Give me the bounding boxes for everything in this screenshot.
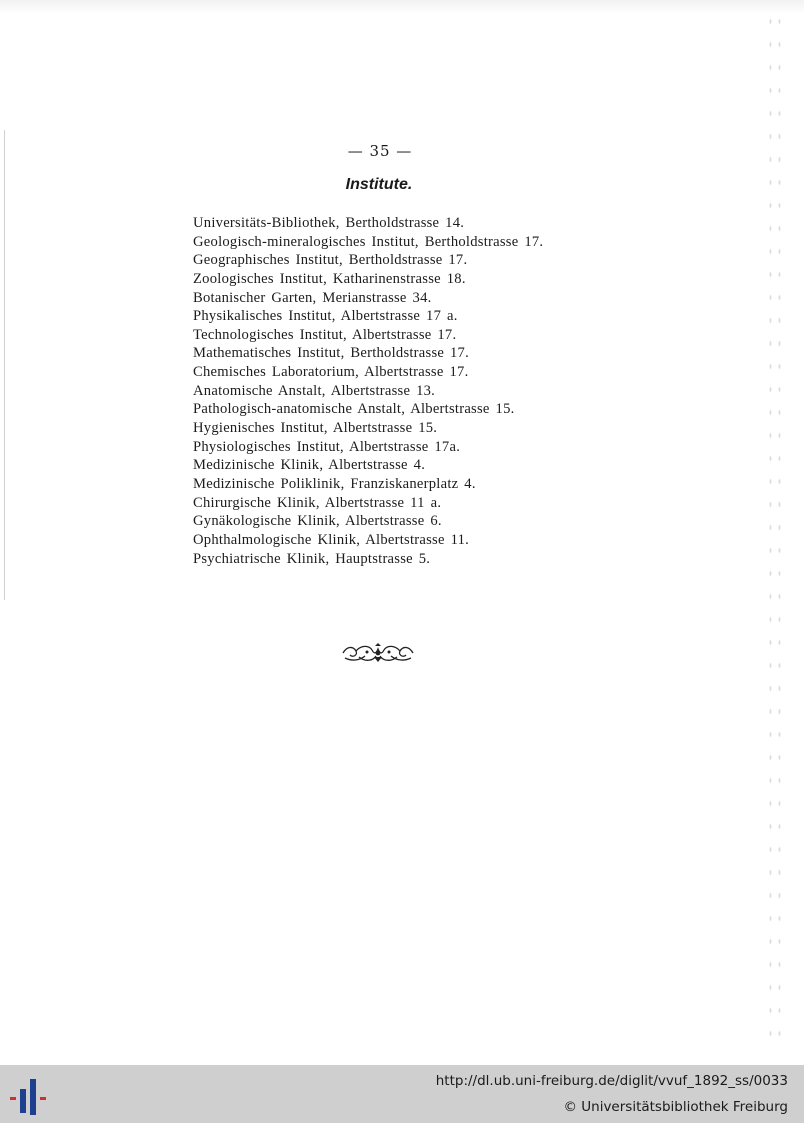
list-item: Gynäkologische Klinik, Albertstrasse 6.: [193, 513, 442, 530]
institute-list: [193, 214, 543, 568]
footer-url: http://dl.ub.uni-freiburg.de/diglit/vvuf_1892_ss/0033: [435, 1073, 788, 1089]
list-item: Universitäts-Bibliothek, Bertholdstrasse 14.: [193, 215, 465, 231]
footer-bar: [0, 1065, 804, 1123]
ub-freiburg-logo-icon: [8, 1075, 52, 1117]
list-item: Hygienisches Institut, Albertstrasse 15.: [193, 420, 438, 437]
list-item: Zoologisches Institut, Katharinenstrasse 18.: [193, 270, 466, 287]
list-item: Technologisches Institut, Albertstrasse 17.: [193, 326, 457, 343]
list-item: Anatomische Anstalt, Albertstrasse 13.: [193, 382, 436, 399]
ornament-icon: [341, 642, 415, 664]
footer-copyright: © Universitätsbibliothek Freiburg: [563, 1099, 788, 1115]
list-item: Chirurgische Klinik, Albertstrasse 11 a.: [193, 494, 442, 511]
list-item: Botanischer Garten, Merianstrasse 34.: [193, 289, 432, 306]
list-item: Psychiatrische Klinik, Hauptstrasse 5.: [193, 550, 431, 567]
list-item: Geographisches Institut, Bertholdstrasse 17.: [193, 252, 468, 269]
scan-edge-top: [0, 0, 804, 14]
list-item: Mathematisches Institut, Bertholdstrasse 17.: [193, 345, 469, 362]
page-number: — 35 —: [347, 142, 413, 160]
list-item: Chemisches Laboratorium, Albertstrasse 17.: [193, 364, 469, 381]
list-item: Ophthalmologische Klinik, Albertstrasse 11.: [193, 531, 470, 548]
list-item: Geologisch-mineralogisches Institut, Bertholdstrasse 17.: [193, 233, 544, 250]
section-title: Institute.: [345, 176, 413, 193]
list-item: Medizinische Poliklinik, Franziskanerplatz 4.: [193, 475, 476, 492]
list-item: Physikalisches Institut, Albertstrasse 17 a.: [193, 308, 458, 325]
list-item: Physiologisches Institut, Albertstrasse 17a.: [193, 438, 461, 455]
scan-edge-right: [766, 10, 784, 1050]
list-item: Pathologisch-anatomische Anstalt, Albertstrasse 15.: [193, 401, 515, 418]
list-item: Medizinische Klinik, Albertstrasse 4.: [193, 457, 426, 474]
scan-edge-left: [4, 130, 5, 600]
